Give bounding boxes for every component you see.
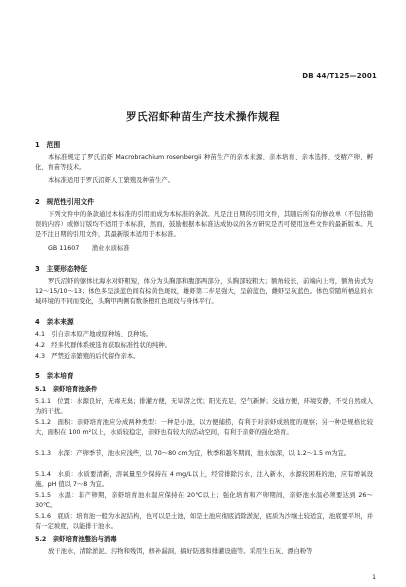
section-1-heading: 1 范围 (35, 141, 61, 149)
section-4-item-2: 4.2 经多代群体系统选育获取标准性状的纯种。 (35, 342, 171, 349)
section-5-1-4: 5.1.4 水质：水质要清新，溶氧量至少保持在 4 mg/L以上，经常排除污水，注入新水，水源较困难的池，应有增氧设施。pH 值以 7～8 为宜。 (35, 471, 373, 488)
section-5-heading: 5 亲本培育 (35, 372, 74, 380)
section-5-2-paragraph: 放干池水，清除淤泥、污物和残饵，修补漏洞，搞好防逃和排灌设施等。采用生石灰、漂白粉等 (48, 548, 313, 555)
section-3-paragraph: 罗氏沼虾的躯体比海水对虾粗短，体分为头胸部和腹部两部分，头胸部较粗大；额角较长，前端向上弯，额角齿式为 12～15/10～13；体色多呈淡蓝色间有棕黄色斑纹，雄虾第二步足强大，呈蔚蓝色，雌虾呈灰蓝色。体色常随所栖息的水域环境的不同而变化，头胸甲两侧有数条橙红色斑纹与身体平行。 (35, 278, 373, 305)
section-5-1-2: 5.1.2 面积：亲虾培育池应分成两种类型：一种是小池，以方便捕捞，有利于对亲虾成熟度的观察；另一种是规格比较大，面积在 100 m²以上，水质较稳定，亲虾也有较大的活动空间，有利于亲虾的强化培育。 (35, 419, 373, 436)
section-5-1-1: 5.1.1 位置：水源良好，无毒无臭；排灌方便，无旱涝之忧；阳光充足，空气新鲜；交通方便，环境安静，不受自然或人为的干扰。 (35, 398, 373, 415)
section-1-paragraph-2: 本标准适用于罗氏沼虾人工繁殖及种苗生产。 (48, 177, 174, 184)
section-2-paragraph: 下列文件中的条款通过本标准的引用而成为本标准的条款。凡是注日期的引用文件，其随后所有的修改单（不包括勘误的内容）或修订版均不适用于本标准，然而，鼓励根据本标准达成协议的各方研究是否可使用这些文件的最新版本。凡是不注日期的引用文件，其最新版本适用于本标准。 (35, 211, 373, 238)
section-2-heading: 2 规范性引用文件 (35, 198, 95, 206)
section-4-item-3: 4.3 严禁近亲繁殖的后代留作亲本。 (35, 353, 140, 360)
document-title: 罗氏沼虾种苗生产技术操作规程 (126, 111, 280, 123)
section-5-2-heading: 5.2 亲虾培育池整治与消毒 (35, 535, 117, 543)
section-2-reference: GB 11607 渔业水质标准 (48, 245, 130, 252)
section-4-heading: 4 亲本来源 (35, 318, 74, 326)
section-1-paragraph-1: 本标准规定了罗氏沼虾 Macrobrachium rosenbergii 种苗生产的亲本来源、亲本培育、亲本选择、受精产卵、孵化、育苗等技术。 (35, 154, 373, 171)
section-5-1-5: 5.1.5 水温：非产卵期，亲虾培育池水温应保持在 20℃以上；强化培育和产卵期间，亲虾池水温必须要达到 26～30℃。 (35, 492, 373, 509)
section-5-1-heading: 5.1 亲虾培育池条件 (35, 385, 98, 393)
section-3-heading: 3 主要形态特征 (35, 265, 88, 273)
document-number: DB 44/T125—2001 (302, 72, 377, 80)
page-number: 1 (372, 574, 376, 581)
section-5-1-3: 5.1.3 水深：产卵季节，池水应浅些，以 70～80 cm为宜，秋季和越冬期间，池水加深，以 1.2～1.5 m为宜。 (35, 450, 351, 457)
section-4-item-1: 4.1 引自亲本原产地或原种场、良种场。 (35, 331, 153, 338)
section-5-1-6: 5.1.6 底质：培育池一般为水泥结构，也可以是土池，如是土池应彻底消除淤泥，底质为沙壤土较适宜，池底要平坦，并有一定坡度，以能排干池水。 (35, 513, 373, 530)
